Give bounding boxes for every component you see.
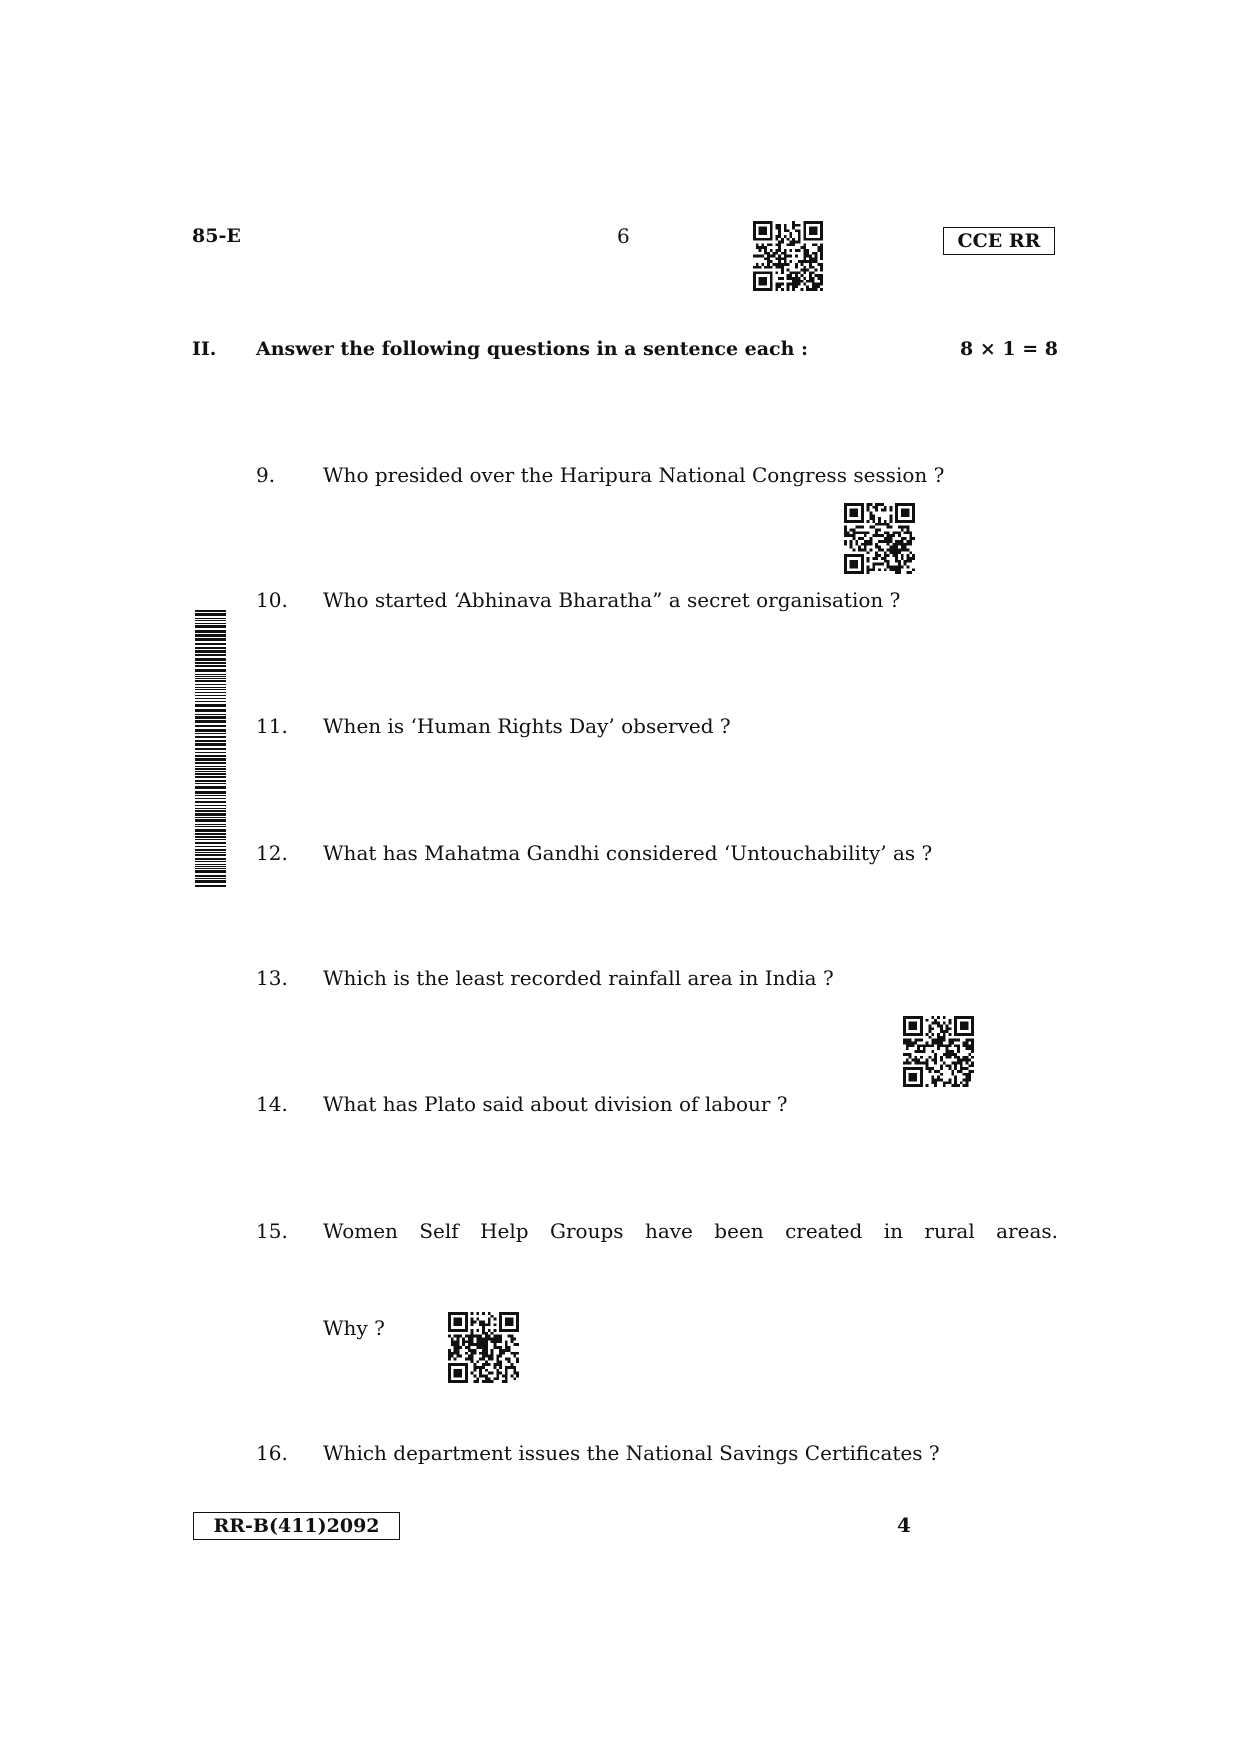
question-item (256, 1441, 1058, 1465)
question-number: 13. (256, 966, 288, 990)
barcode (195, 610, 226, 887)
question-number: 11. (256, 714, 288, 738)
paper-code-box: RR-B(411)2092 (193, 1512, 400, 1540)
question-item (256, 463, 1058, 487)
question-number: 10. (256, 588, 288, 612)
qr-code (844, 503, 915, 574)
question-item (256, 966, 1058, 990)
page-number: 6 (617, 224, 630, 248)
question-number: 9. (256, 463, 276, 487)
section-numeral: II. (192, 338, 217, 360)
question-number: 12. (256, 841, 288, 865)
section-marks: 8 × 1 = 8 (960, 338, 1058, 360)
qr-code (903, 1016, 974, 1087)
exam-label-box: CCE RR (943, 227, 1055, 255)
question-text: Which department issues the National Savings Certificates ? (323, 1441, 940, 1465)
qr-code (753, 221, 823, 291)
question-text: When is ‘Human Rights Day’ observed ? (323, 714, 731, 738)
section-instruction: Answer the following questions in a sentence each : (256, 338, 809, 360)
question-text: Women Self Help Groups have been created in rural areas. (323, 1219, 1058, 1243)
question-item (256, 1219, 1058, 1243)
question-number: 15. (256, 1219, 288, 1243)
question-number: 16. (256, 1441, 288, 1465)
question-continuation: Why ? (323, 1316, 385, 1340)
footer-page-number: 4 (897, 1513, 911, 1537)
question-text: What has Plato said about division of labour ? (323, 1092, 788, 1116)
question-text: Who started ‘Abhinava Bharatha” a secret organisation ? (323, 588, 901, 612)
question-text: Who presided over the Haripura National Congress session ? (323, 463, 945, 487)
question-item (256, 1092, 1058, 1116)
question-item (256, 841, 1058, 865)
question-text: What has Mahatma Gandhi considered ‘Untouchability’ as ? (323, 841, 933, 865)
question-item (256, 588, 1058, 612)
qr-code (448, 1312, 519, 1383)
question-number: 14. (256, 1092, 288, 1116)
subject-code: 85-E (192, 225, 241, 247)
question-item (256, 714, 1058, 738)
question-text: Which is the least recorded rainfall area in India ? (323, 966, 834, 990)
